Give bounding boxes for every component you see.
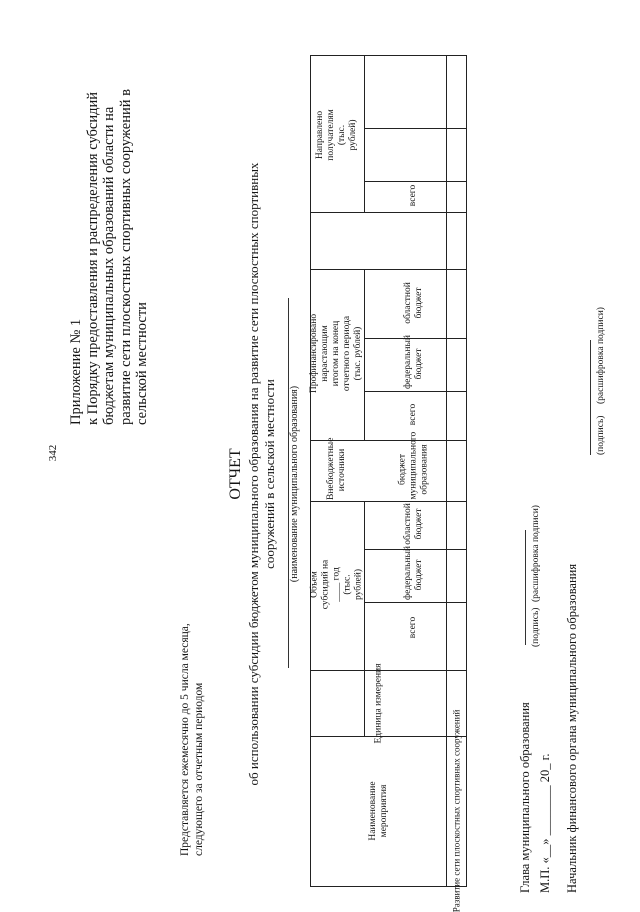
- subhead-extra-budget: Внебюджетные источники: [326, 437, 347, 500]
- appendix-line: Приложение № 1: [68, 318, 84, 425]
- header-subsidy-volume: Объем субсидий на ____ год (тыс. рублей): [309, 559, 364, 610]
- municipality-caption: (наименование муниципального образования): [289, 385, 300, 583]
- subhead-regional: областной бюджет: [403, 503, 424, 545]
- report-subtitle-line: сооружений в сельской местности: [262, 379, 277, 569]
- subhead-federal: федеральный бюджет: [403, 545, 424, 600]
- report-title: ОТЧЕТ: [227, 448, 244, 500]
- signature-caption: (подпись): [531, 607, 541, 647]
- subhead-federal: федеральный бюджет: [403, 334, 424, 389]
- appendix-line: развитие сети плоскостных спортивных сооружений в: [117, 89, 134, 425]
- subhead-regional: областной бюджет: [403, 281, 424, 324]
- appendix-line: сельской местности: [134, 302, 150, 425]
- stamp-and-date: М.П. «__» ________ 20_ г.: [538, 753, 552, 893]
- signature-head: Глава муниципального образования: [518, 702, 532, 893]
- header-unit: Единица измерения: [373, 663, 383, 743]
- appendix-header: [68, 65, 151, 425]
- subhead-total: всего: [408, 184, 419, 206]
- subhead-municipal: бюджет муниципального образования: [397, 431, 430, 500]
- decoding-caption: (расшифровка подписи): [596, 307, 606, 404]
- header-financed: Профинансировано нарастающим итогом на конец отчетного периода (тыс. рублей): [309, 313, 364, 394]
- header-sent-to-recipients: Направлено получателям (тыс. рублей): [315, 109, 358, 161]
- appendix-line: бюджетам муниципальных образований области на: [101, 106, 117, 425]
- signature-finance-head: Начальник финансового органа муниципального образования: [565, 563, 579, 893]
- signature-line: [525, 530, 526, 645]
- appendix-line: к Порядку предоставления и распределения субсидий: [84, 91, 101, 425]
- decoding-caption: (расшифровка подписи): [531, 505, 541, 602]
- page-number: 342: [47, 444, 59, 462]
- signature-caption: (подпись): [596, 415, 606, 455]
- frequency-line: следующего за отчетным периодом: [193, 682, 205, 856]
- report-title-block: [226, 84, 278, 864]
- subhead-total: всего: [408, 616, 419, 639]
- frequency-note: [178, 616, 206, 856]
- report-subtitle-line: об использовании субсидии бюджетом муниципального образования на развитие сети плоскостных спортивных: [246, 162, 261, 786]
- frequency-line: Представляется ежемесячно до 5 числа месяца,: [179, 623, 191, 856]
- row-event-name-cell: Развитие сети плоскостных спортивных сооружений: [451, 709, 461, 912]
- signature-line: [590, 340, 591, 455]
- header-event-name: Наименование мероприятия: [367, 781, 389, 841]
- subhead-total: всего: [408, 403, 419, 426]
